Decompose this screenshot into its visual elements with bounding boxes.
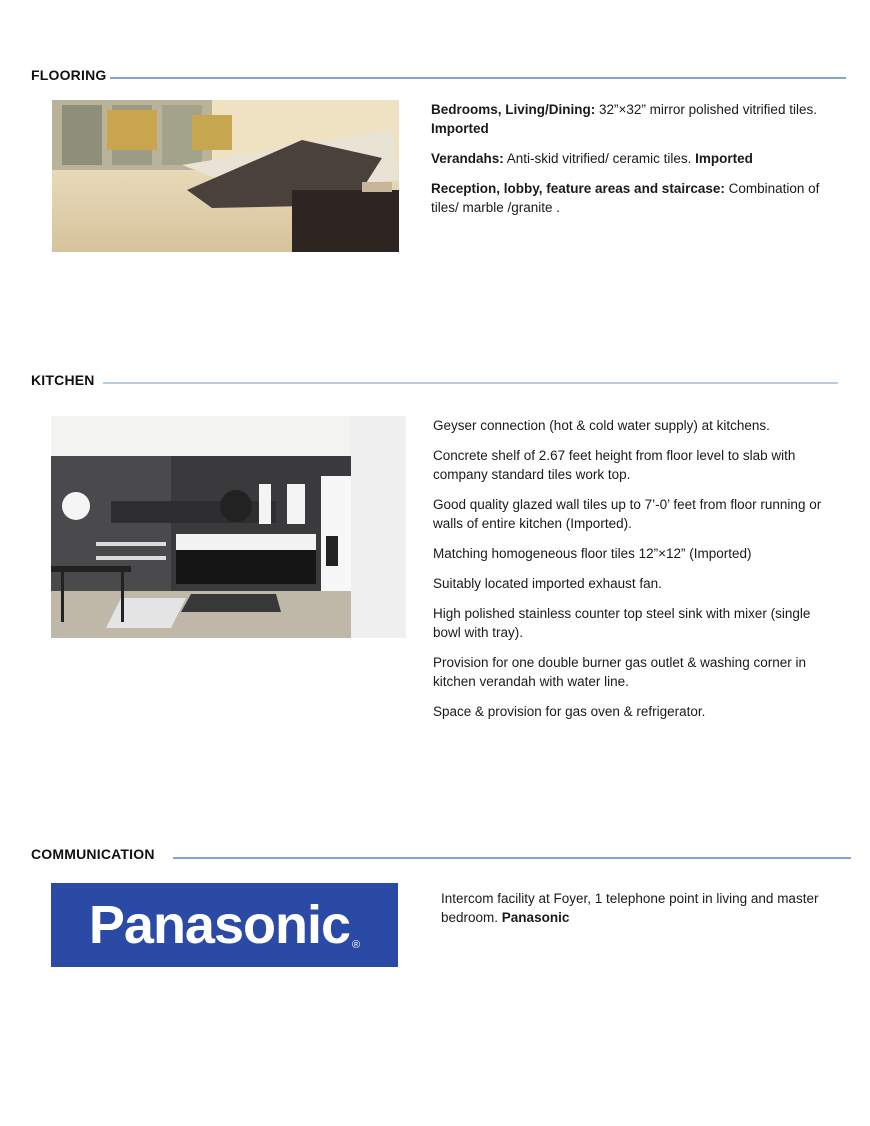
flooring-photo — [52, 100, 399, 252]
flooring-heading: FLOORING — [31, 67, 107, 83]
flooring-item-label: Bedrooms, Living/Dining: — [431, 102, 596, 117]
list-item: Geyser connection (hot & cold water supply) at kitchens. — [433, 418, 770, 433]
communication-paragraph — [441, 889, 821, 927]
flooring-item-tail: Imported — [431, 121, 489, 136]
flooring-item-tail: Imported — [695, 151, 753, 166]
communication-description: Intercom facility at Foyer, 1 telephone point in living and master bedroom. — [441, 891, 819, 925]
kitchen-list — [433, 416, 833, 732]
kitchen-heading: KITCHEN — [31, 372, 95, 388]
communication-text — [441, 889, 821, 938]
kitchen-photo — [51, 416, 406, 638]
flooring-item-text: Anti-skid vitrified/ ceramic tiles. — [503, 151, 696, 166]
flooring-item — [431, 149, 826, 168]
list-item: High polished stainless counter top steel sink with mixer (single bowl with tray). — [433, 606, 811, 640]
flooring-item-text: Combination of tiles/ marble /granite . — [431, 181, 820, 215]
flooring-item-label: Reception, lobby, feature areas and staircase: — [431, 181, 725, 196]
panasonic-logo — [51, 883, 398, 967]
flooring-item — [431, 100, 826, 138]
list-item: Suitably located imported exhaust fan. — [433, 576, 662, 591]
communication-rule — [173, 857, 851, 859]
communication-brand: Panasonic — [501, 910, 570, 925]
communication-heading: COMMUNICATION — [31, 846, 155, 862]
flooring-item — [431, 179, 826, 217]
kitchen-rule — [103, 382, 838, 384]
flooring-rule — [110, 77, 846, 79]
flooring-text — [431, 100, 826, 228]
list-item: Provision for one double burner gas outlet & washing corner in kitchen verandah with water line. — [433, 655, 806, 689]
list-item: Good quality glazed wall tiles up to 7’-0’ feet from floor running or walls of entire kitchen (Imported). — [433, 497, 822, 531]
list-item: Concrete shelf of 2.67 feet height from floor level to slab with company standard tiles work top. — [433, 448, 796, 482]
list-item: Space & provision for gas oven & refrigerator. — [433, 704, 706, 719]
logo-wordmark: Panasonic — [88, 895, 350, 955]
flooring-item-label: Verandahs: — [431, 151, 504, 166]
flooring-item-text: 32”×32” mirror polished vitrified tiles. — [595, 102, 817, 117]
list-item: Matching homogeneous floor tiles 12”×12” (Imported) — [433, 546, 752, 561]
registered-mark: ® — [352, 939, 361, 951]
